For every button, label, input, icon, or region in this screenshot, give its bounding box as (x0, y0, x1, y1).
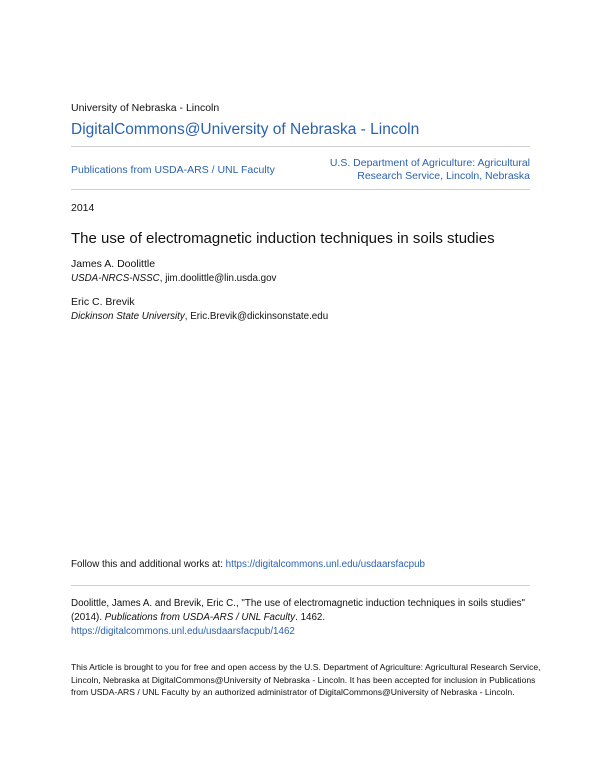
affiliation-org: USDA-NRCS-NSSC (71, 273, 160, 284)
author-affiliation: USDA-NRCS-NSSC, jim.doolittle@lin.usda.gov (71, 273, 277, 284)
citation-journal: Publications from USDA-ARS / UNL Faculty (104, 612, 296, 623)
follow-prefix: Follow this and additional works at: (71, 559, 226, 570)
affiliation-org: Dickinson State University (71, 311, 185, 322)
series-divider (71, 189, 530, 190)
citation-link[interactable]: https://digitalcommons.unl.edu/usdaarsfacpub/1462 (71, 626, 295, 637)
follow-link[interactable]: https://digitalcommons.unl.edu/usdaarsfacpub (225, 559, 425, 570)
access-notice: This Article is brought to you for free and open access by the U.S. Department of Agriculture: Agricultural Research Service, Lincoln, Nebraska at DigitalCommons@University of Nebraska - Lincoln. It has been accepted for inclusion in Publications from USDA-ARS / UNL Faculty by an authorized administrator of DigitalCommons@University of Nebraska - Lincoln. (71, 662, 541, 697)
author-affiliation: Dickinson State University, Eric.Brevik@dickinsonstate.edu (71, 311, 329, 322)
follow-line (71, 559, 425, 570)
citation-text: Doolittle, James A. and Brevik, Eric C., "The use of electromagnetic induction techniques in soils studies" (2014). (71, 598, 526, 623)
paper-title: The use of electromagnetic induction techniques in soils studies (71, 230, 495, 247)
author-email: Eric.Brevik@dickinsonstate.edu (190, 311, 329, 322)
university-name: University of Nebraska - Lincoln (71, 102, 220, 114)
recommended-citation (71, 597, 541, 639)
citation-text-end: . 1462. (295, 612, 326, 623)
series-link-faculty[interactable]: Publications from USDA-ARS / UNL Faculty (71, 164, 275, 176)
repository-link[interactable]: DigitalCommons@University of Nebraska - Lincoln (71, 121, 420, 138)
author-name: James A. Doolittle (71, 258, 156, 270)
author-email: jim.doolittle@lin.usda.gov (165, 273, 277, 284)
top-divider (71, 146, 530, 147)
series-link-department[interactable]: U.S. Department of Agriculture: Agricultural Research Service, Lincoln, Nebraska (329, 157, 530, 182)
author-name: Eric C. Brevik (71, 296, 135, 308)
publication-year: 2014 (71, 202, 95, 214)
citation-divider (71, 585, 530, 586)
